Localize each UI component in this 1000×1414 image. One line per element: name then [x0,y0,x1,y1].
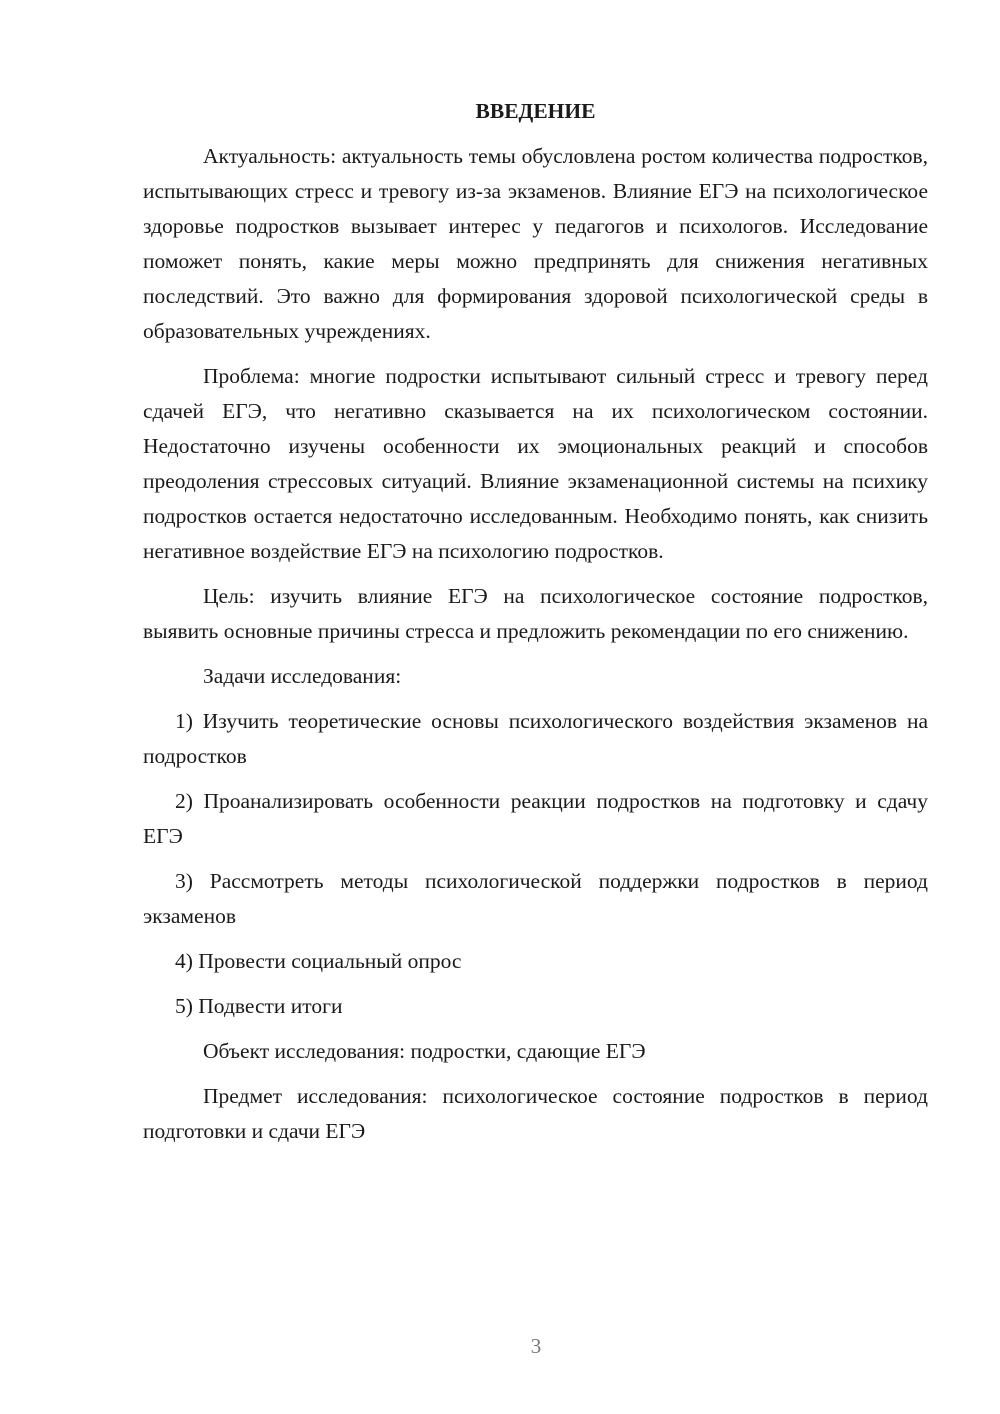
page-number: 3 [530,1334,542,1358]
paragraph-problem: Проблема: многие подростки испытывают сильный стресс и тревогу перед сдачей ЕГЭ, что негативно сказывается на их психологическом состоянии. Недостаточно изучены особенности их эмоциональных реакций и способов преодоления стрессовых ситуаций. Влияние экзаменационной системы на психику подростков остается недостаточно исследованным. Необходимо понять, как снизить негативное воздействие ЕГЭ на психологию подростков. [143,364,928,563]
paragraph-object: Объект исследования: подростки, сдающие ЕГЭ [203,1039,646,1063]
tasks-label: Задачи исследования: [203,664,402,688]
task-item-5: 5) Подвести итоги [175,994,343,1018]
paragraph-goal: Цель: изучить влияние ЕГЭ на психологическое состояние подростков, выявить основные причины стресса и предложить рекомендации по его снижению. [143,584,928,643]
task-item-1: 1) Изучить теоретические основы психологического воздействия экзаменов на подростков [143,709,928,768]
task-item-4: 4) Провести социальный опрос [175,949,462,973]
task-item-3: 3) Рассмотреть методы психологической поддержки подростков в период экзаменов [143,869,928,928]
task-item-2: 2) Проанализировать особенности реакции подростков на подготовку и сдачу ЕГЭ [143,789,928,848]
paragraph-relevance: Актуальность: актуальность темы обусловлена ростом количества подростков, испытывающих стресс и тревогу из-за экзаменов. Влияние ЕГЭ на психологическое здоровье подростков вызывает интерес у педагогов и психологов. Исследование поможет понять, какие меры можно предпринять для снижения негативных последствий. Это важно для формирования здоровой психологической среды в образовательных учреждениях. [143,144,928,343]
section-heading: ВВЕДЕНИЕ [475,99,596,123]
page-content [143,94,928,1159]
paragraph-subject: Предмет исследования: психологическое состояние подростков в период подготовки и сдачи ЕГЭ [143,1084,928,1143]
